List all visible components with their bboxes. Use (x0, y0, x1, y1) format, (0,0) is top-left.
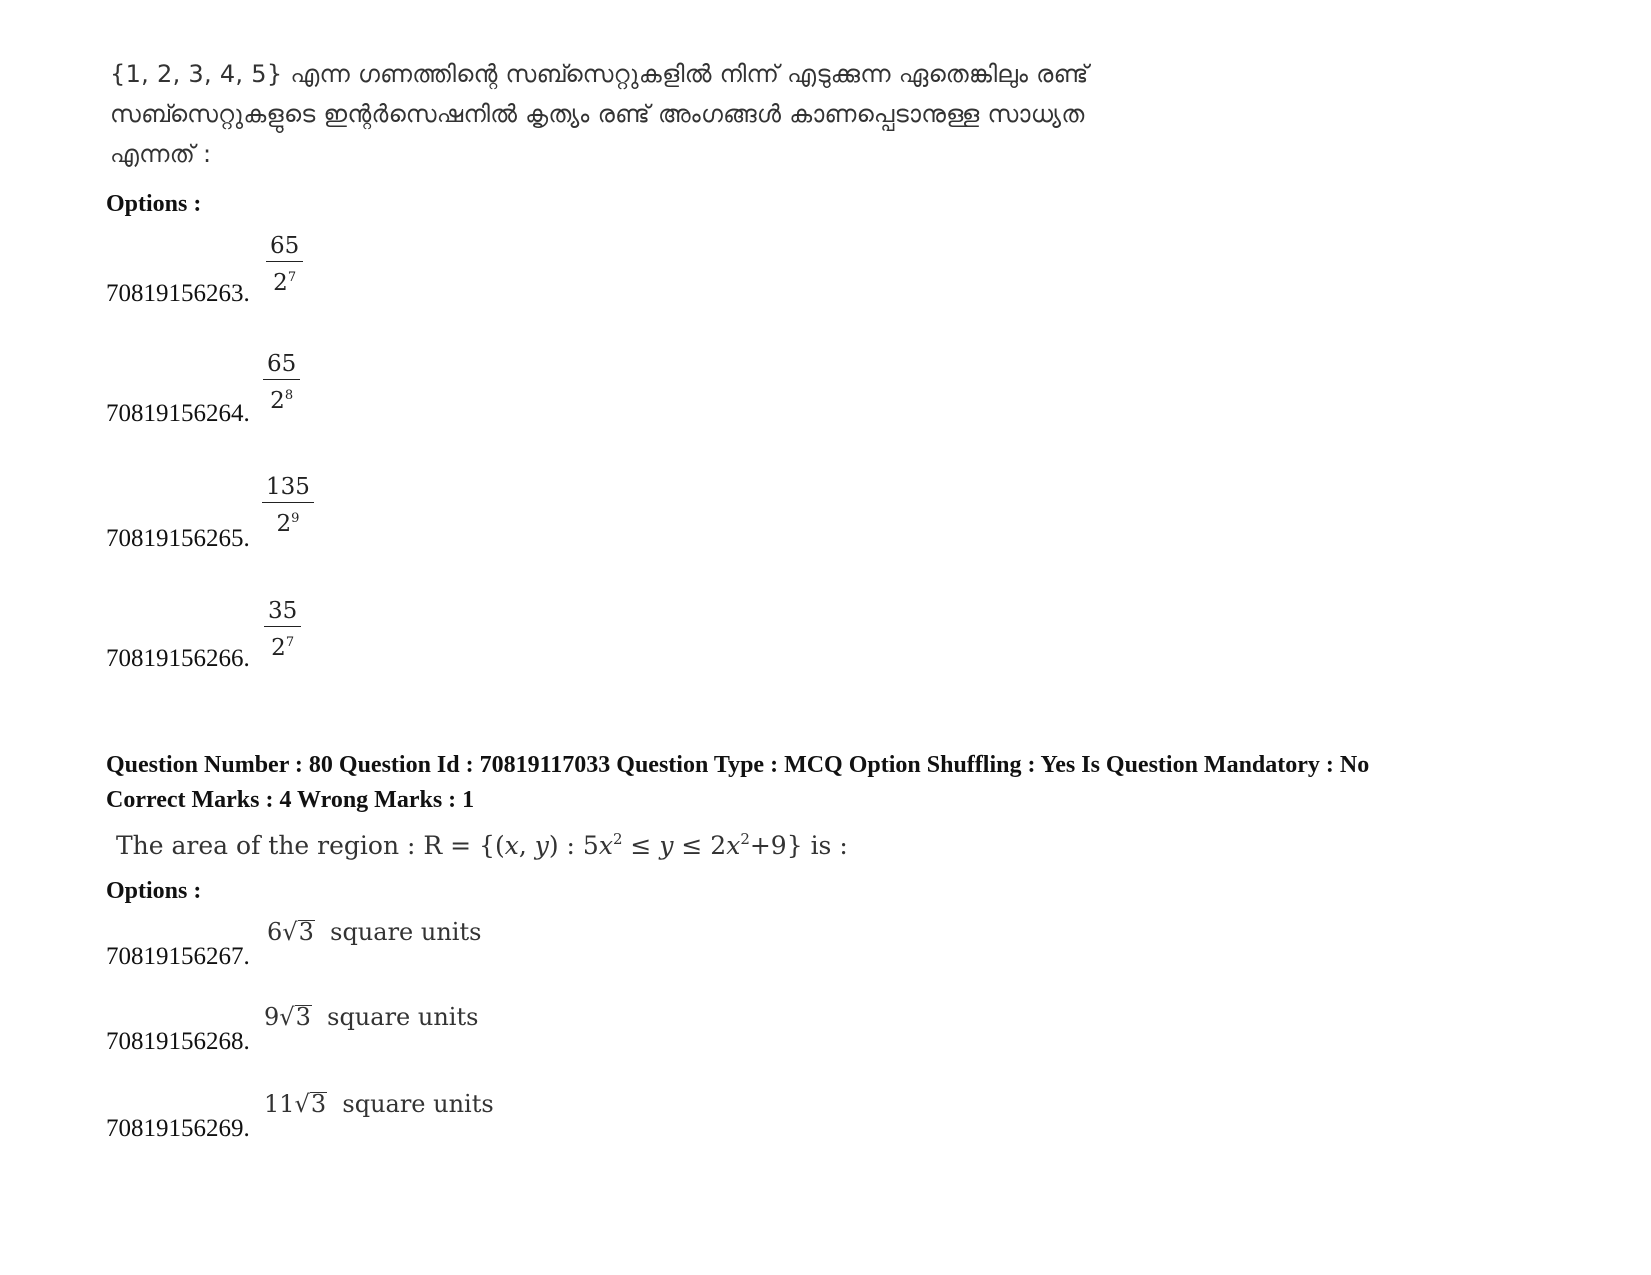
answer-unit: square units (327, 1003, 479, 1031)
answer-unit: square units (330, 918, 482, 946)
fraction-numerator: 65 (266, 233, 303, 262)
options-label: Options : (106, 191, 202, 217)
stem-text: ≤ 2 (673, 831, 727, 860)
answer-unit: square units (342, 1090, 494, 1118)
option-id: 70819156264. (106, 400, 250, 427)
stem-var: y (534, 831, 549, 860)
stem-exponent: 2 (612, 830, 623, 848)
stem-text: , (518, 831, 535, 860)
fraction-base: 2 (271, 635, 286, 661)
option-id: 70819156263. (106, 280, 250, 307)
stem-var: x (504, 831, 519, 860)
option-answer: 11√3 square units (264, 1090, 494, 1118)
fraction-numerator: 135 (262, 474, 314, 503)
fraction-exponent: 8 (284, 388, 294, 403)
option-fraction (264, 598, 301, 662)
stem-exponent: 2 (740, 830, 750, 848)
stem-text: ) : 5 (548, 831, 599, 860)
answer-radicand: 3 (295, 1003, 311, 1031)
option-id: 70819156268. (106, 1028, 250, 1055)
question-text-line-2: സബ്സെറ്റുകളുടെ ഇന്റർസെഷനിൽ കൃത്യം രണ്ട് അംഗങ്ങൾ കാണപ്പെടാനുള്ള സാധ്യത (110, 100, 1085, 128)
answer-radicand: 3 (298, 918, 314, 946)
stem-var: y (659, 831, 674, 860)
fraction-numerator: 65 (263, 351, 300, 380)
fraction-exponent: 7 (287, 270, 297, 285)
fraction-exponent: 9 (291, 511, 300, 526)
stem-text: The area of the region : R = {( (116, 831, 505, 860)
stem-var: x (726, 831, 741, 860)
option-id: 70819156265. (106, 525, 250, 552)
option-answer: 9√3 square units (264, 1003, 479, 1031)
fraction-base: 2 (270, 388, 285, 414)
question-header: Question Number : 80 Question Id : 70819117033 Question Type : MCQ Option Shuffling : Yes Is Question Mandatory : No (106, 752, 1370, 778)
question-text-line-3: എന്നത് : (110, 140, 212, 168)
option-id: 70819156267. (106, 943, 250, 970)
option-answer: 6√3 square units (267, 918, 482, 946)
options-label: Options : (106, 878, 202, 904)
fraction-base: 2 (276, 511, 292, 537)
question-text-line-1: {1, 2, 3, 4, 5} എന്ന ഗണത്തിന്റെ സബ്സെറ്റുകളിൽ നിന്ന് എടുക്കുന്ന ഏതെങ്കിലും രണ്ട് (110, 60, 1089, 88)
answer-coefficient: 11 (264, 1090, 295, 1118)
answer-coefficient: 6 (267, 918, 283, 946)
option-fraction (263, 351, 300, 415)
question-stem (116, 830, 848, 860)
option-id: 70819156269. (106, 1115, 250, 1142)
option-id: 70819156266. (106, 645, 250, 672)
fraction-numerator: 35 (264, 598, 301, 627)
stem-text: ≤ (622, 831, 660, 860)
stem-text: +9} is : (749, 831, 848, 860)
option-fraction (266, 233, 303, 297)
fraction-base: 2 (273, 270, 288, 296)
stem-var: x (598, 831, 613, 860)
fraction-exponent: 7 (285, 635, 295, 650)
marks-line: Correct Marks : 4 Wrong Marks : 1 (106, 787, 475, 813)
answer-coefficient: 9 (264, 1003, 280, 1031)
option-fraction (262, 474, 314, 538)
answer-radicand: 3 (310, 1090, 327, 1118)
